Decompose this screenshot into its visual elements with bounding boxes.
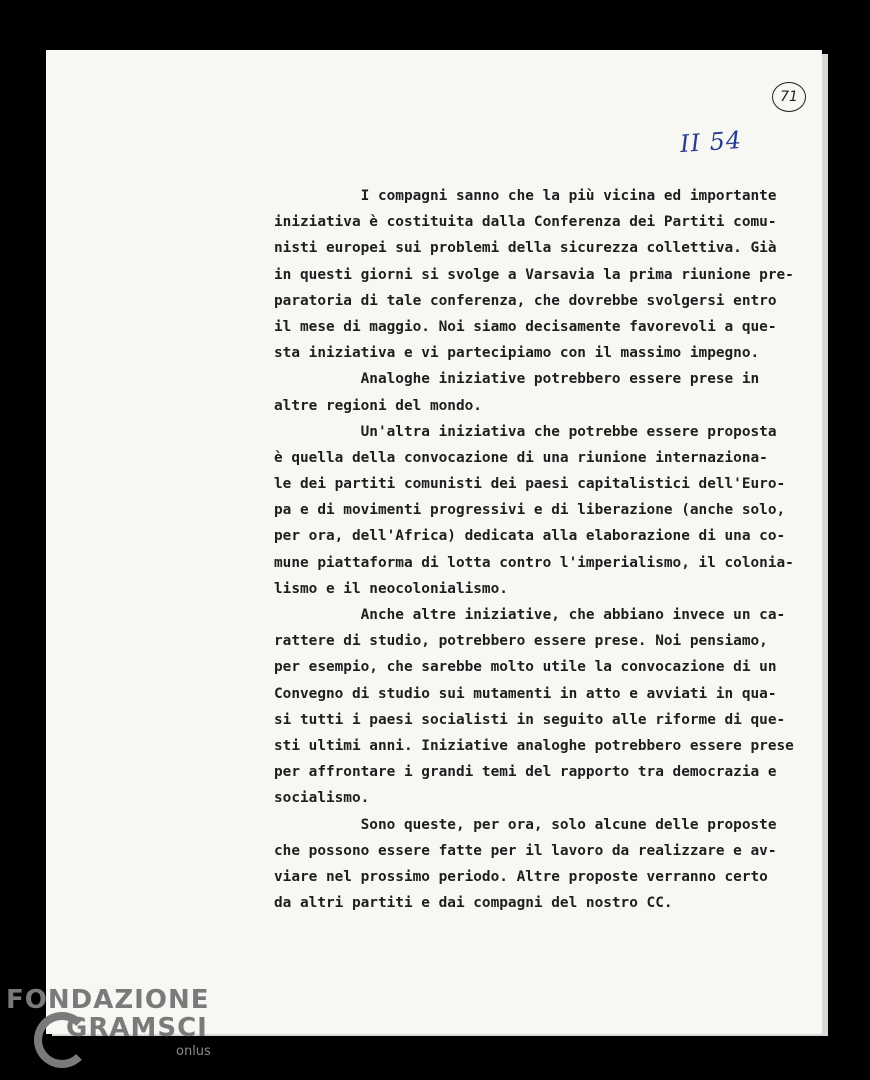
page-number: 71 [772,82,806,112]
text-line: iniziativa è costituita dalla Conferenza dei Partiti comu- [274,214,777,231]
text-line: è quella della convocazione di una riunione internaziona- [274,449,768,466]
handwritten-note: II 54 [679,125,744,159]
watermark-line1: FONDAZIONE [6,985,210,1015]
text-line: Un'altra iniziativa che potrebbe essere proposta [274,423,777,440]
text-line: lismo e il neocolonialismo. [274,580,508,597]
text-line: I compagni sanno che la più vicina ed importante [274,188,777,204]
text-line: viare nel prossimo periodo. Altre proposte verranno certo [274,868,768,885]
text-line: per affrontare i grandi temi del rapporto tra democrazia e [274,764,777,781]
text-line: altre regioni del mondo. [274,397,482,414]
text-line: Analoghe iniziative potrebbero essere prese in [274,371,760,388]
text-line: socialismo. [274,790,370,807]
text-line: per esempio, che sarebbe molto utile la convocazione di un [274,659,777,676]
text-line: sta iniziativa e vi partecipiamo con il massimo impegno. [274,345,760,362]
text-line: sti ultimi anni. Iniziative analoghe potrebbero essere prese [274,737,794,754]
text-line: il mese di maggio. Noi siamo decisamente favorevoli a que- [274,318,777,335]
text-line: in questi giorni si svolge a Varsavia la prima riunione pre- [274,266,794,283]
text-line: Anche altre iniziative, che abbiano invece un ca- [274,607,786,623]
typed-text-body [274,183,819,916]
watermark-line2: GRAMSCI [66,1013,208,1043]
text-line: per ora, dell'Africa) dedicata alla elaborazione di una co- [274,528,786,545]
text-line: nisti europei sui problemi della sicurezza collettiva. Già [274,240,777,257]
text-line: le dei partiti comunisti dei paesi capitalistici dell'Euro- [274,476,786,493]
text-line: Sono queste, per ora, solo alcune delle proposte [274,816,777,833]
text-line: pa e di movimenti progressivi e di liberazione (anche solo, [274,502,786,519]
text-line: mune piattaforma di lotta contro l'imperialismo, il colonia- [274,554,794,571]
text-line: che possono essere fatte per il lavoro da realizzare e av- [274,842,777,859]
text-line: rattere di studio, potrebbero essere prese. Noi pensiamo, [274,633,768,650]
text-line: da altri partiti e dai compagni del nostro CC. [274,895,673,912]
text-line: paratoria di tale conferenza, che dovrebbe svolgersi entro [274,292,777,309]
text-line: Convegno di studio sui mutamenti in atto e avviati in qua- [274,685,777,702]
watermark-logo [6,985,211,1063]
watermark-line3: onlus [176,1044,211,1059]
text-line: si tutti i paesi socialisti in seguito alle riforme di que- [274,711,786,728]
